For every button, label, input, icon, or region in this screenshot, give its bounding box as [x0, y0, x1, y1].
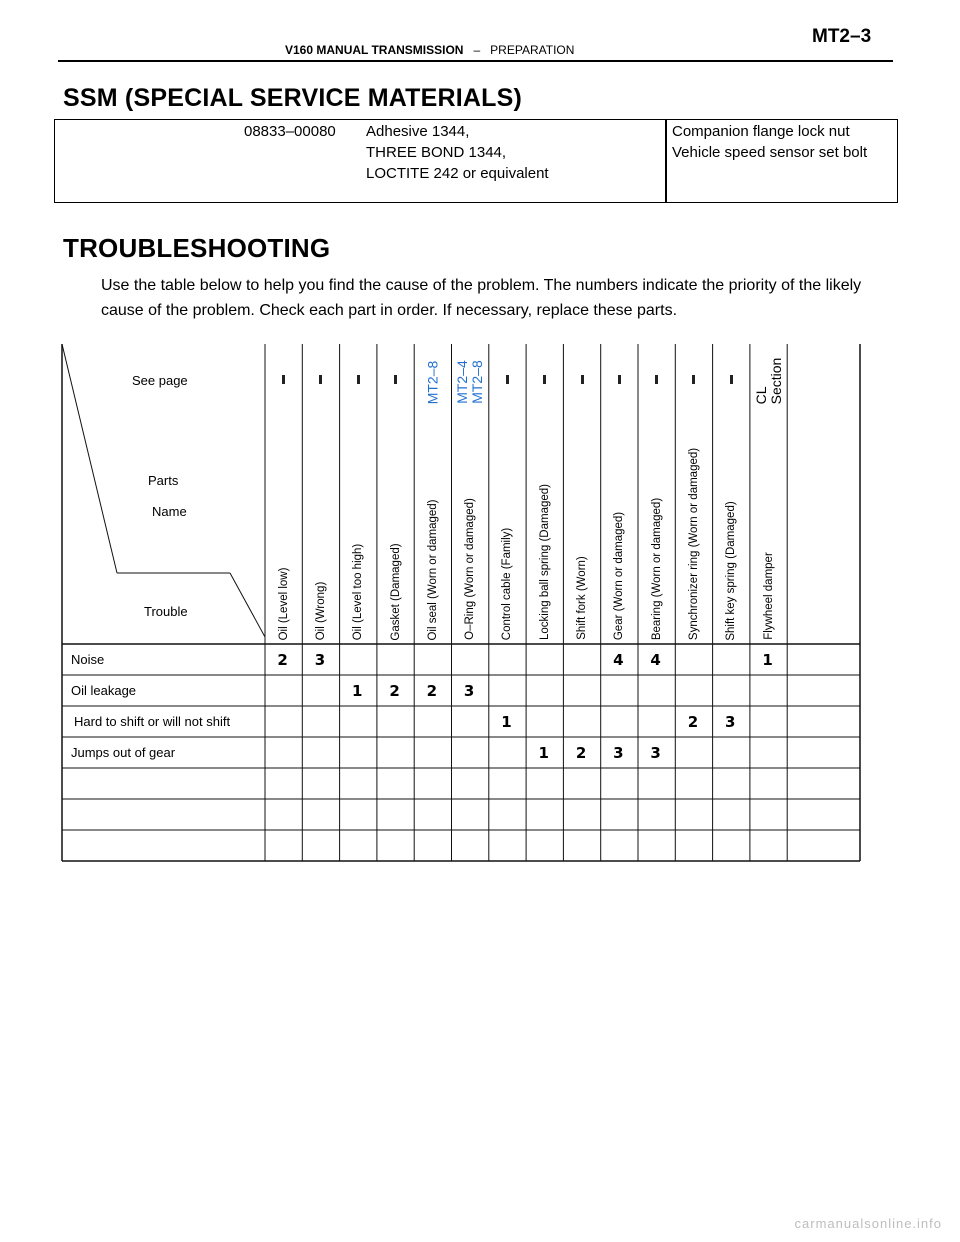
ssm-use-line: Vehicle speed sensor set bolt	[672, 144, 868, 161]
column-header: Shift key spring (Damaged)	[725, 500, 738, 641]
watermark: carmanualsonline.info	[794, 1216, 942, 1231]
see-page-dash	[618, 375, 621, 384]
see-page-reference: CL Section	[752, 357, 784, 404]
matrix-grid	[60, 342, 865, 862]
priority-number: 3	[314, 651, 326, 669]
troubleshooting-intro: Use the table below to help you find the cause of the problem. The numbers indicate the priority of the likely cause of the problem. Check each part in order. If necessary, replace these parts.	[101, 277, 862, 319]
see-page-dash	[394, 375, 397, 384]
grid-line	[62, 344, 117, 573]
see-page-reference: MT2–4 MT2–8	[454, 360, 486, 404]
ssm-uses	[672, 121, 867, 163]
priority-number: 1	[352, 682, 363, 700]
column-header: Oil (Level low)	[277, 567, 290, 640]
priority-number: 3	[650, 744, 661, 762]
column-header: Oil (Wrong)	[314, 581, 327, 640]
priority-number: 3	[725, 713, 736, 731]
priority-number: 2	[389, 682, 400, 700]
grid-line	[230, 573, 265, 637]
corner-see-page: See page	[132, 373, 188, 388]
ssm-heading: SSM (SPECIAL SERVICE MATERIALS)	[63, 84, 523, 112]
see-page-dash	[581, 375, 584, 384]
priority-number: 1	[501, 713, 512, 731]
trouble-label: Noise	[71, 652, 105, 667]
ssm-use-line: Companion flange lock nut	[672, 123, 850, 140]
header-separator: –	[473, 43, 481, 57]
corner-name: Name	[152, 504, 187, 519]
column-header: Control cable (Family)	[501, 527, 514, 641]
column-header: Locking ball spring (Damaged)	[538, 484, 551, 640]
ssm-material-line: Adhesive 1344,	[366, 123, 470, 140]
running-header	[285, 43, 574, 57]
column-header: Oil seal (Worn or damaged)	[426, 498, 439, 641]
see-page-dash	[655, 375, 658, 384]
priority-number: 1	[538, 744, 549, 762]
trouble-label: Jumps out of gear	[71, 745, 176, 760]
see-page-reference: MT2–8	[424, 360, 441, 404]
ssm-materials	[366, 121, 549, 184]
priority-number: 3	[613, 744, 624, 762]
priority-number: 2	[575, 744, 587, 762]
priority-number: 4	[613, 651, 624, 669]
ssm-part-number: 08833–00080	[244, 123, 336, 140]
priority-number: 2	[426, 682, 438, 700]
header-title: V160 MANUAL TRANSMISSION	[285, 43, 464, 57]
troubleshooting-matrix	[60, 342, 865, 862]
ssm-material-line: THREE BOND 1344,	[366, 144, 507, 161]
troubleshooting-heading: TROUBLESHOOTING	[63, 233, 331, 263]
column-header: Gear (Worn or damaged)	[613, 511, 626, 641]
priority-number: 4	[650, 651, 661, 669]
page-number: MT2–3	[812, 26, 872, 47]
see-page-dash	[543, 375, 546, 384]
see-page-dash	[319, 375, 322, 384]
see-page-dash	[730, 375, 733, 384]
ssm-table-divider	[665, 119, 667, 203]
column-header: Flywheel damper	[762, 552, 775, 640]
priority-number: 2	[277, 651, 288, 669]
corner-trouble: Trouble	[144, 604, 188, 619]
corner-parts: Parts	[148, 473, 179, 488]
ssm-material-line: LOCTITE 242 or equivalent	[366, 165, 549, 182]
see-page-dash	[506, 375, 509, 384]
priority-number: 1	[762, 651, 773, 669]
see-page-dash	[282, 375, 285, 384]
column-header: Oil (Level too high)	[352, 543, 365, 640]
trouble-label: Hard to shift or will not shift	[74, 714, 231, 729]
trouble-label: Oil leakage	[71, 683, 137, 698]
column-header: Bearing (Worn or damaged)	[650, 497, 663, 641]
priority-number: 3	[463, 682, 475, 700]
priority-number: 2	[687, 713, 699, 731]
column-header: Gasket (Damaged)	[389, 542, 402, 641]
column-header: O–Ring (Worn or damaged)	[464, 498, 477, 640]
see-page-dash	[357, 375, 360, 384]
column-header: Shift fork (Worn)	[576, 556, 589, 640]
column-header: Synchronizer ring (Worn or damaged)	[687, 447, 700, 641]
see-page-dash	[692, 375, 695, 384]
header-rule	[58, 60, 893, 62]
header-section: PREPARATION	[490, 43, 575, 57]
